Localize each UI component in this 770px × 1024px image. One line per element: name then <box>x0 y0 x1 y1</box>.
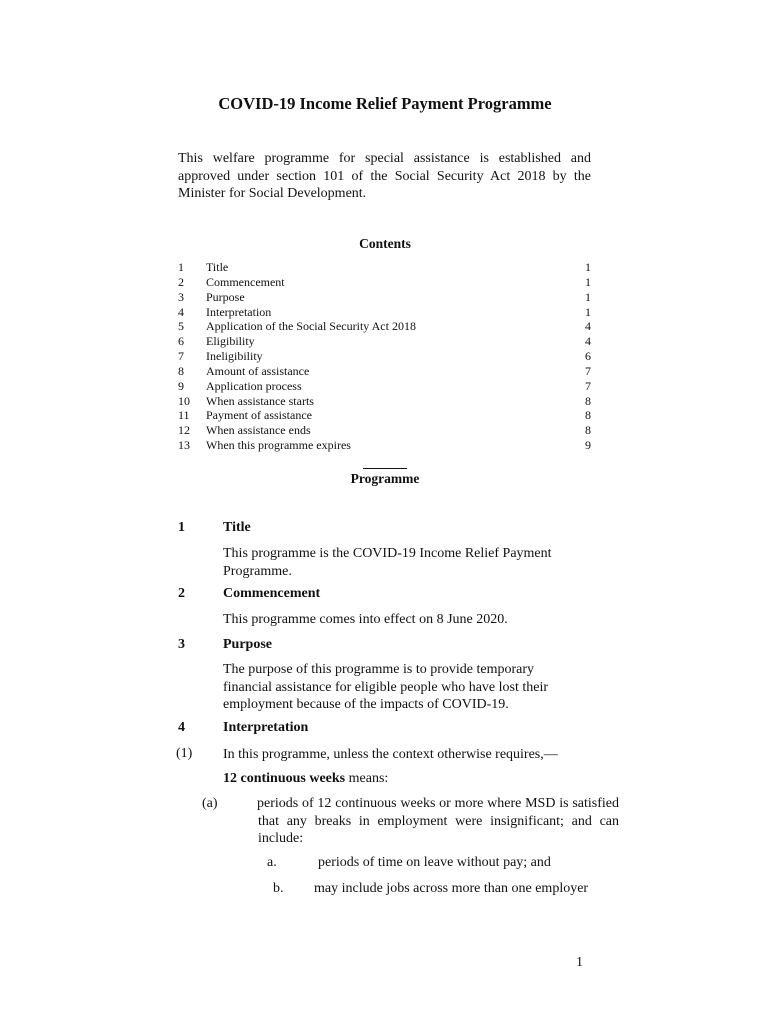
contents-page: 4 <box>585 334 591 349</box>
contents-number: 13 <box>178 438 190 453</box>
section-3-text-line-2: financial assistance for eligible people who have lost their <box>223 679 549 695</box>
page-number: 1 <box>576 955 583 970</box>
section-heading-interpretation: Interpretation <box>223 720 309 735</box>
contents-heading: Contents <box>359 236 411 251</box>
definition-term: 12 continuous weeks <box>223 771 346 786</box>
paragraph-label: (a) <box>202 796 218 811</box>
section-heading-commencement: Commencement <box>223 586 321 601</box>
contents-number: 7 <box>178 349 184 364</box>
document-title: COVID-19 Income Relief Payment Programme <box>218 94 552 113</box>
contents-title: When assistance starts <box>206 393 314 408</box>
contents-page: 7 <box>585 378 591 393</box>
section-3-text-line-3: employment because of the impacts of COVID-19. <box>223 697 509 712</box>
contents-number: 4 <box>178 304 184 319</box>
subsection-number: (1) <box>176 746 193 761</box>
contents-page: 1 <box>585 260 591 274</box>
contents-number: 11 <box>178 408 190 423</box>
contents-row <box>178 379 591 394</box>
section-2-text: This programme comes into effect on 8 June 2020. <box>223 612 508 627</box>
contents-page: 7 <box>585 363 591 378</box>
contents-title: Payment of assistance <box>206 408 312 423</box>
contents-number: 1 <box>178 260 184 274</box>
contents-page: 1 <box>585 274 591 289</box>
contents-number: 9 <box>178 378 184 393</box>
contents-page: 1 <box>585 304 591 319</box>
contents-title: Application of the Social Security Act 2018 <box>206 319 416 334</box>
contents-title: Interpretation <box>206 304 272 319</box>
contents-number: 3 <box>178 289 184 304</box>
contents-row <box>178 290 591 305</box>
contents-page: 4 <box>585 319 591 334</box>
contents-title: Ineligibility <box>206 349 263 364</box>
contents-row <box>178 260 591 275</box>
contents-title: Amount of assistance <box>206 363 310 378</box>
contents-page: 8 <box>585 408 591 423</box>
contents-row <box>178 364 591 379</box>
contents-page: 9 <box>585 438 591 453</box>
intro-paragraph: This welfare programme for special assistance is established and approved under section 101 of the Social Security Act 2018 by the Minister for Social Development. <box>178 151 591 201</box>
paragraph-a <box>202 795 619 848</box>
subparagraph-label: b. <box>273 881 284 896</box>
contents-row <box>178 394 591 409</box>
programme-heading: Programme <box>350 471 420 486</box>
definition <box>223 771 388 787</box>
subparagraph-label: a. <box>267 855 277 870</box>
contents-row <box>178 275 591 290</box>
section-heading-purpose: Purpose <box>223 637 272 652</box>
contents-row <box>178 408 591 423</box>
subparagraph <box>273 880 613 898</box>
contents-row <box>178 305 591 320</box>
contents-page: 1 <box>585 289 591 304</box>
subparagraph <box>267 854 619 872</box>
section-number: 2 <box>178 586 185 601</box>
contents-row <box>178 349 591 364</box>
subparagraph-text: periods of time on leave without pay; and <box>318 855 551 870</box>
contents-number: 2 <box>178 274 184 289</box>
contents-page: 8 <box>585 423 591 438</box>
section-number: 3 <box>178 637 185 652</box>
contents-title: Purpose <box>206 289 245 304</box>
contents-number: 12 <box>178 423 190 438</box>
section-number: 1 <box>178 520 185 535</box>
contents-number: 6 <box>178 334 184 349</box>
contents-title: When assistance ends <box>206 423 311 438</box>
contents-row <box>178 319 591 334</box>
contents-row <box>178 334 591 349</box>
contents-number: 10 <box>178 393 190 408</box>
contents-page: 6 <box>585 349 591 364</box>
section-1-text-line-1: This programme is the COVID-19 Income Relief Payment <box>223 546 552 561</box>
section-number: 4 <box>178 720 185 735</box>
contents-page: 8 <box>585 393 591 408</box>
contents-title: Eligibility <box>206 334 255 349</box>
contents-title: Application process <box>206 378 302 393</box>
contents-title: Title <box>206 260 229 274</box>
definition-suffix: means: <box>345 771 389 786</box>
section-heading-title: Title <box>223 520 251 535</box>
paragraph-text: periods of 12 continuous weeks or more where MSD is satisfied that any breaks in employment were insignificant; and can include: <box>257 796 619 846</box>
contents-title: When this programme expires <box>206 438 351 453</box>
contents-number: 5 <box>178 319 184 334</box>
subparagraph-text: may include jobs across more than one employer <box>314 881 589 896</box>
section-1-text-line-2: Programme. <box>223 563 292 579</box>
subsection-text: In this programme, unless the context otherwise requires,— <box>223 747 558 762</box>
table-of-contents <box>178 260 591 453</box>
contents-row <box>178 438 591 453</box>
contents-title: Commencement <box>206 274 285 289</box>
divider <box>363 468 407 469</box>
section-3-text-line-1: The purpose of this programme is to provide temporary <box>223 662 535 677</box>
contents-number: 8 <box>178 363 184 378</box>
contents-row <box>178 423 591 438</box>
